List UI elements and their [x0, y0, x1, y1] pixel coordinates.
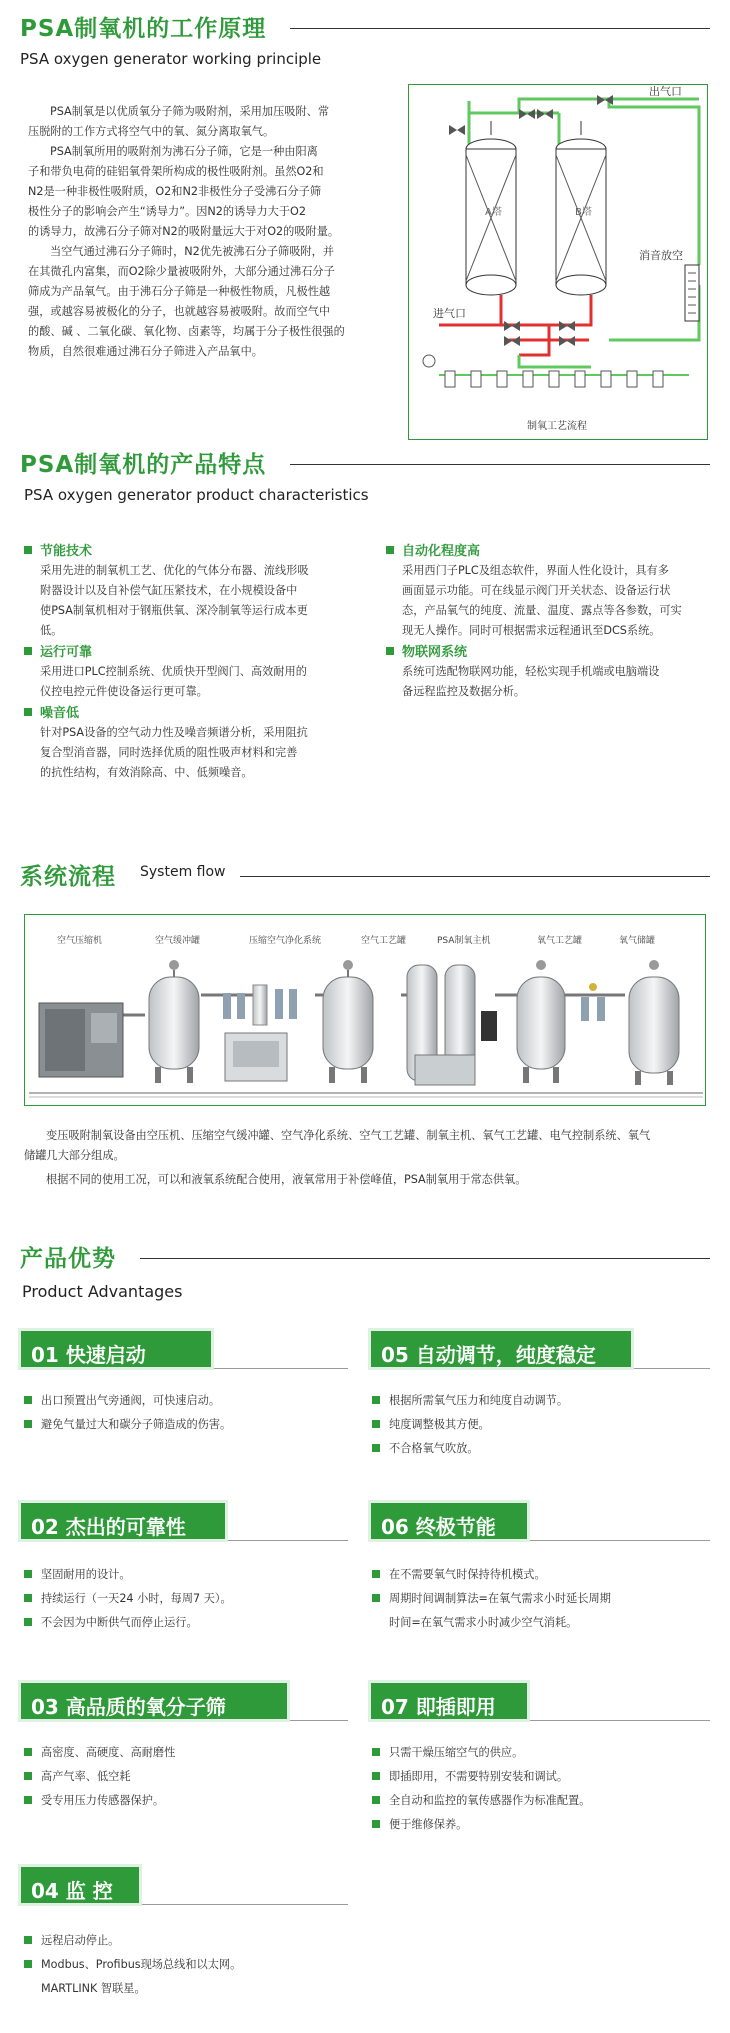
advantage-divider	[530, 1720, 710, 1721]
advantage-bullet: 持续运行（一天24 小时，每周7 天）。	[24, 1590, 232, 1606]
para-line: 在其微孔内富集，而O2除少量被吸附外，大部分通过沸石分子	[28, 265, 335, 278]
section1-subtitle: PSA oxygen generator working principle	[20, 50, 322, 68]
feature-line: 采用进口PLC控制系统、优质快开型阀门、高效耐用的	[40, 665, 307, 678]
advantage-divider	[634, 1368, 710, 1369]
air-buffer-tank-icon	[149, 960, 199, 1083]
outlet-label: 出气口	[649, 85, 682, 98]
system-flow-diagram	[24, 914, 706, 1106]
advantage-divider	[530, 1540, 710, 1541]
diagram-caption: 制氧工艺流程	[527, 421, 587, 432]
feature-line: 态，产品氧气的纯度、流量、温度、露点等各参数，可实	[402, 604, 682, 617]
advantage-bullet: 根据所需氧气压力和纯度自动调节。	[372, 1392, 568, 1408]
para-line: 变压吸附制氧设备由空压机、压缩空气缓冲罐、空气净化系统、空气工艺罐、制氧主机、氧气工艺罐、电气控制系统、氧气	[46, 1129, 651, 1142]
advantage-bullet: Modbus、Profibus现场总线和以太网。	[24, 1956, 241, 1972]
advantage-bullet: 周期时间调制算法=在氧气需求小时延长周期	[372, 1590, 611, 1606]
advantage-bullet: 高密度、高硬度、高耐磨性	[24, 1744, 175, 1760]
advantage-tab-04: 04 监 控	[18, 1864, 142, 1906]
flow-label: 氧气储罐	[619, 936, 656, 946]
muffler-icon	[685, 265, 699, 321]
feature-line: 使PSA制氧机相对于钢瓶供氧、深冷制氧等运行成本更	[40, 604, 308, 617]
advantage-tab-03: 03 高品质的氧分子筛	[18, 1680, 290, 1722]
para-line: 的酸、碱 、二氧化碳、氧化物、卤素等，均属于分子极性很强的	[28, 325, 345, 338]
para-line: 的诱导力，故沸石分子筛对N2的吸附量远大于对O2的吸附量。	[28, 225, 340, 238]
inlet-label: 进气口	[433, 307, 466, 320]
advantage-divider	[142, 1904, 348, 1905]
advantage-divider	[290, 1720, 348, 1721]
feature-line: 采用先进的制氧机工艺、优化的气体分布器、流线形吸	[40, 564, 309, 577]
section4-title: 产品优势	[20, 1246, 116, 1272]
para-line: 压脱附的工作方式将空气中的氧、氮分离取氧气。	[28, 125, 275, 138]
section1-text	[28, 102, 388, 362]
oxygen-storage-tank-icon	[629, 960, 679, 1085]
para-line: 当空气通过沸石分子筛时，N2优先被沸石分子筛吸附，并	[50, 245, 334, 258]
section3-subtitle: System flow	[140, 864, 226, 880]
feature-line: 系统可选配物联网功能，轻松实现手机端或电脑端设	[402, 665, 660, 678]
advantage-bullet: 便于维修保养。	[372, 1816, 467, 1832]
section1-title: PSA制氧机的工作原理	[20, 16, 267, 42]
section4-rule	[140, 1258, 710, 1259]
advantage-bullet: 受专用压力传感器保护。	[24, 1792, 164, 1808]
air-process-tank-icon	[323, 960, 373, 1083]
para-line: N2是一种非极性吸附质，O2和N2非极性分子受沸石分子筛	[28, 185, 322, 198]
feature-line: 的抗性结构，有效消除高、中、低频噪音。	[40, 766, 253, 779]
para-line: 子和带负电荷的硅铝氧骨架所构成的极性吸附剂。虽然O2和	[28, 165, 324, 178]
advantage-tab-07: 07 即插即用	[368, 1680, 530, 1722]
feature-title: 节能技术	[24, 540, 354, 559]
feature-line: 采用西门子PLC及组态软件，界面人性化设计，具有多	[402, 564, 669, 577]
tank-b-label: B塔	[575, 207, 592, 218]
para-line: 强，或越容易被极化的分子，也就越容易被吸附。故而空气中	[28, 305, 331, 318]
para-line: PSA制氧所用的吸附剂为沸石分子筛，它是一种由阳离	[50, 145, 318, 158]
flow-label: PSA制氧主机	[437, 936, 491, 946]
section3-title: 系统流程	[20, 864, 116, 890]
flow-label: 空气压缩机	[57, 936, 103, 946]
advantage-divider	[228, 1540, 348, 1541]
feature-line: 现无人操作。同时可根据需求远程通讯至DCS系统。	[402, 624, 661, 637]
feature-line: 针对PSA设备的空气动力性及噪音频谱分析，采用阻抗	[40, 726, 308, 739]
feature-line: 备远程监控及数据分析。	[402, 685, 526, 698]
feature-line: 仪控电控元件使设备运行更可靠。	[40, 685, 208, 698]
section4-subtitle: Product Advantages	[22, 1282, 183, 1301]
flow-label: 空气缓冲罐	[155, 936, 201, 946]
advantage-tab-01: 01 快速启动	[18, 1328, 214, 1370]
process-diagram	[408, 84, 708, 440]
section3-rule	[240, 876, 710, 877]
advantage-bullet: 只需干燥压缩空气的供应。	[372, 1744, 523, 1760]
para-line: 物质，自然很难通过沸石分子筛进入产品氧中。	[28, 345, 263, 358]
tank-a-label: A塔	[485, 207, 502, 218]
features-right	[386, 540, 716, 702]
para-line: PSA制氧是以优质氧分子筛为吸附剂，采用加压吸附、常	[50, 105, 330, 118]
para-line: 极性分子的影响会产生“诱导力”。因N2的诱导力大于O2	[28, 205, 306, 218]
feature-title: 自动化程度高	[386, 540, 716, 559]
feature-line: 低。	[40, 624, 63, 637]
advantage-tab-05: 05 自动调节，纯度稳定	[368, 1328, 634, 1370]
para-line: 筛成为产品氧气。由于沸石分子筛是一种极性物质，凡极性越	[28, 285, 331, 298]
advantage-bullet: 纯度调整极其方便。	[372, 1416, 490, 1432]
feature-line: 画面显示功能。可在线显示阀门开关状态、设备运行状	[402, 584, 671, 597]
advantage-bullet-continued: 时间=在氧气需求小时减少空气消耗。	[389, 1616, 578, 1629]
advantage-tab-06: 06 终极节能	[368, 1500, 530, 1542]
feature-title: 运行可靠	[24, 641, 354, 660]
psa-generator-icon	[407, 965, 497, 1085]
feature-title: 物联网系统	[386, 641, 716, 660]
advantage-bullet: 即插即用，不需要特别安装和调试。	[372, 1768, 568, 1784]
flow-label: 压缩空气净化系统	[249, 936, 322, 946]
section2-title: PSA制氧机的产品特点	[20, 452, 267, 478]
advantage-bullet: 坚固耐用的设计。	[24, 1566, 131, 1582]
advantage-bullet: 全自动和监控的氧传感器作为标准配置。	[372, 1792, 590, 1808]
flow-label: 空气工艺罐	[361, 936, 407, 946]
features-left	[24, 540, 354, 783]
air-purification-icon	[223, 985, 297, 1081]
air-compressor-icon	[39, 1003, 123, 1077]
advantage-divider	[214, 1368, 348, 1369]
advantage-bullet: 远程启动停止。	[24, 1932, 119, 1948]
para-line: 根据不同的使用工况，可以和液氧系统配合使用，液氧常用于补偿峰值，PSA制氧用于常态供氧。	[46, 1173, 527, 1186]
flow-label: 氧气工艺罐	[537, 936, 583, 946]
advantage-bullet: 不会因为中断供气而停止运行。	[24, 1614, 198, 1630]
section2-subtitle: PSA oxygen generator product characteristics	[24, 486, 369, 504]
section3-text	[24, 1126, 714, 1190]
advantage-bullet-continued: MARTLINK 智联星。	[41, 1982, 146, 1995]
section2-rule	[290, 464, 710, 465]
oxygen-filter-icon	[581, 983, 605, 1021]
advantage-bullet: 出口预置出气旁通阀，可快速启动。	[24, 1392, 220, 1408]
advantage-tab-02: 02 杰出的可靠性	[18, 1500, 228, 1542]
process-diagram-svg	[409, 85, 709, 441]
feature-line: 附器设计以及自补偿气缸压紧技术，在小规模设备中	[40, 584, 298, 597]
para-line: 储罐几大部分组成。	[24, 1149, 125, 1162]
section1-rule	[290, 28, 710, 29]
advantage-bullet: 不合格氧气吹放。	[372, 1440, 479, 1456]
feature-title: 噪音低	[24, 702, 354, 721]
oxygen-process-tank-icon	[517, 960, 565, 1083]
advantage-bullet: 避免气量过大和碳分子筛造成的伤害。	[24, 1416, 231, 1432]
muffler-label: 消音放空	[639, 249, 683, 262]
feature-line: 复合型消音器，同时选择优质的阻性吸声材料和完善	[40, 746, 298, 759]
advantage-bullet: 高产气率、低空耗	[24, 1768, 131, 1784]
advantage-bullet: 在不需要氧气时保持待机模式。	[372, 1566, 546, 1582]
